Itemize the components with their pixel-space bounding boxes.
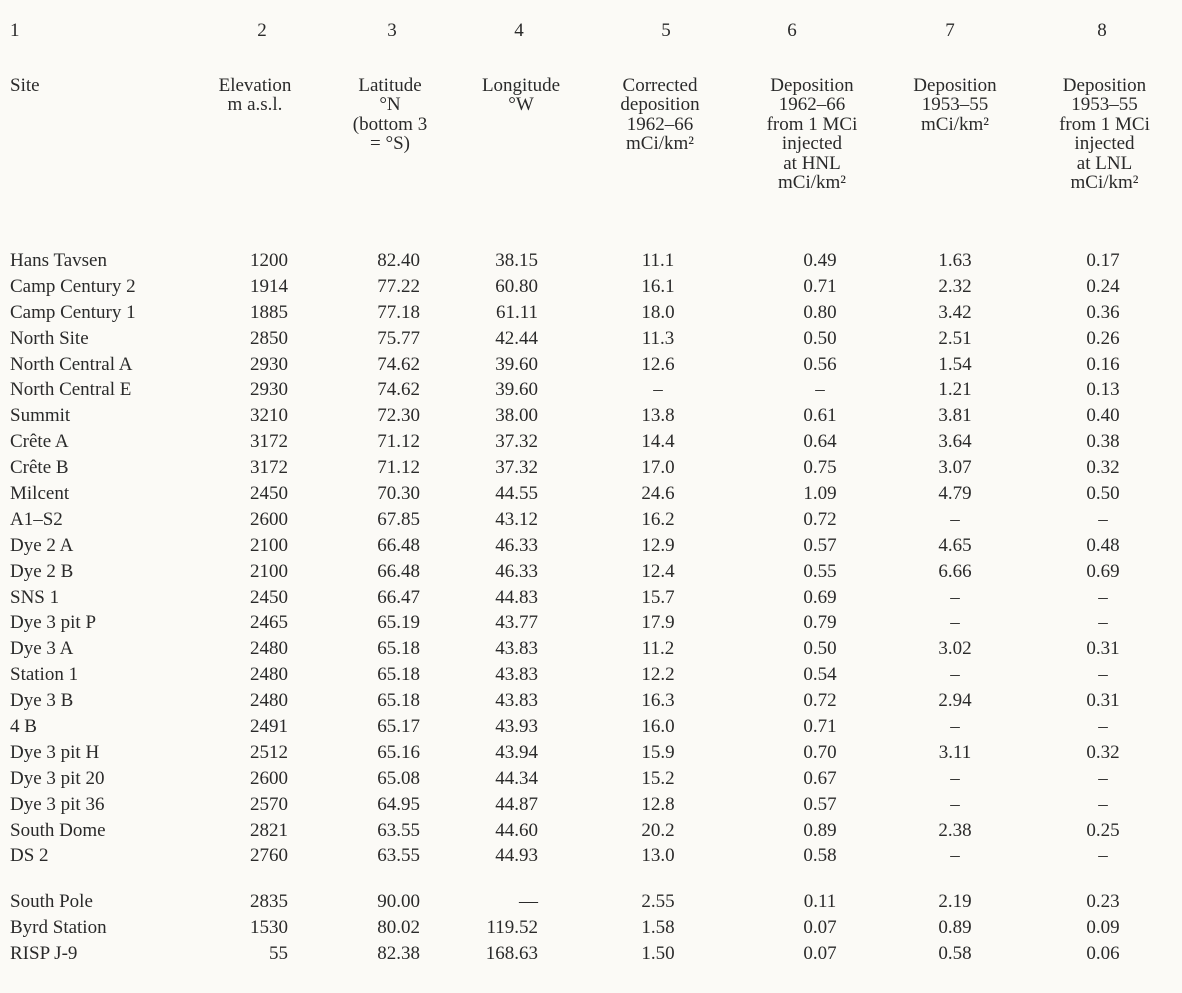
deposition-lnl-cell: – xyxy=(1098,845,1108,867)
longitude-cell: 37.32 xyxy=(495,431,538,453)
table-row xyxy=(0,274,1182,300)
longitude-cell: 43.77 xyxy=(495,612,538,634)
deposition-lnl-cell: 0.31 xyxy=(1086,690,1120,712)
site-cell: Dye 3 pit 36 xyxy=(10,793,105,815)
latitude-cell: 65.08 xyxy=(377,767,420,789)
deposition-1953-55-cell: 1.54 xyxy=(938,353,972,375)
deposition-1953-55-cell: – xyxy=(950,508,960,530)
corrected-deposition-cell: 13.0 xyxy=(641,845,675,867)
elevation-cell: 2100 xyxy=(250,560,288,582)
deposition-hnl-cell: 0.72 xyxy=(803,690,837,712)
deposition-1953-55-cell: 1.21 xyxy=(938,379,972,401)
header-line: at LNL xyxy=(1076,152,1133,174)
corrected-deposition-cell: 15.9 xyxy=(641,741,675,763)
table-row xyxy=(0,300,1182,326)
deposition-hnl-cell: 0.07 xyxy=(803,917,837,939)
latitude-cell: 65.18 xyxy=(377,638,420,660)
header-deposition-hnl xyxy=(742,76,882,192)
deposition-hnl-cell: 0.54 xyxy=(803,664,837,686)
deposition-hnl-cell: 0.64 xyxy=(803,431,837,453)
deposition-1953-55-cell: 3.81 xyxy=(938,405,972,427)
elevation-cell: 2570 xyxy=(250,793,288,815)
site-cell: DS 2 xyxy=(10,845,49,867)
elevation-cell: 2465 xyxy=(250,612,288,634)
deposition-1953-55-cell: 0.89 xyxy=(938,917,972,939)
latitude-cell: 75.77 xyxy=(377,327,420,349)
deposition-hnl-cell: 0.79 xyxy=(803,612,837,634)
site-cell: Dye 2 B xyxy=(10,560,74,582)
table-row xyxy=(0,352,1182,378)
deposition-hnl-cell: – xyxy=(815,379,825,401)
deposition-1953-55-cell: 4.79 xyxy=(938,483,972,505)
corrected-deposition-cell: 1.50 xyxy=(641,943,675,965)
table-row xyxy=(0,889,1182,915)
header-line: mCi/km² xyxy=(921,113,989,135)
elevation-cell: 55 xyxy=(269,943,288,965)
header-line: Longitude xyxy=(481,75,561,96)
deposition-lnl-cell: 0.48 xyxy=(1086,534,1120,556)
deposition-lnl-cell: 0.50 xyxy=(1086,483,1120,505)
deposition-lnl-cell: – xyxy=(1098,586,1108,608)
table-row xyxy=(0,326,1182,352)
table-row xyxy=(0,429,1182,455)
deposition-1953-55-cell: – xyxy=(950,793,960,815)
elevation-cell: 2835 xyxy=(250,891,288,913)
elevation-cell: 2930 xyxy=(250,379,288,401)
corrected-deposition-cell: 13.8 xyxy=(641,405,675,427)
corrected-deposition-cell: 11.1 xyxy=(641,250,675,271)
corrected-deposition-cell: 20.2 xyxy=(641,819,675,841)
table-row xyxy=(0,481,1182,507)
longitude-cell: 44.93 xyxy=(495,845,538,867)
deposition-lnl-cell: 0.09 xyxy=(1086,917,1120,939)
longitude-cell: 119.52 xyxy=(486,917,538,939)
header-line: °N xyxy=(379,94,401,116)
elevation-cell: 2480 xyxy=(250,664,288,686)
deposition-hnl-cell: 0.89 xyxy=(803,819,837,841)
table-row xyxy=(0,740,1182,766)
header-longitude xyxy=(462,76,580,115)
longitude-cell: 39.60 xyxy=(495,379,538,401)
deposition-1953-55-cell: – xyxy=(950,716,960,738)
column-number: 3 xyxy=(387,20,397,41)
column-number: 4 xyxy=(514,20,524,41)
table-row xyxy=(0,559,1182,585)
deposition-lnl-cell: 0.25 xyxy=(1086,819,1120,841)
header-line: Site xyxy=(10,75,40,96)
latitude-cell: 80.02 xyxy=(377,917,420,939)
latitude-cell: 72.30 xyxy=(377,405,420,427)
header-corrected-deposition xyxy=(600,76,720,154)
header-line: 1962–66 xyxy=(778,94,846,116)
deposition-1953-55-cell: 3.07 xyxy=(938,457,972,479)
latitude-cell: 67.85 xyxy=(377,508,420,530)
latitude-cell: 65.19 xyxy=(377,612,420,634)
deposition-lnl-cell: 0.32 xyxy=(1086,741,1120,763)
deposition-lnl-cell: – xyxy=(1098,508,1108,530)
latitude-cell: 63.55 xyxy=(377,845,420,867)
deposition-hnl-cell: 0.56 xyxy=(803,353,837,375)
deposition-1953-55-cell: 2.51 xyxy=(938,327,972,349)
longitude-cell: 43.12 xyxy=(495,508,538,530)
deposition-1953-55-cell: 3.11 xyxy=(938,741,972,763)
corrected-deposition-cell: 11.3 xyxy=(641,327,675,349)
corrected-deposition-cell: 16.1 xyxy=(641,275,675,297)
header-line: Deposition xyxy=(1062,75,1147,96)
table-row xyxy=(0,248,1182,274)
corrected-deposition-cell: 14.4 xyxy=(641,431,675,453)
column-number: 2 xyxy=(257,20,267,41)
deposition-hnl-cell: 0.57 xyxy=(803,793,837,815)
corrected-deposition-cell: 12.9 xyxy=(641,534,675,556)
site-cell: Dye 2 A xyxy=(10,534,74,556)
header-line: 1962–66 xyxy=(626,113,694,135)
column-number: 8 xyxy=(1097,20,1107,41)
deposition-lnl-cell: 0.06 xyxy=(1086,943,1120,965)
table-row xyxy=(0,915,1182,941)
elevation-cell: 2600 xyxy=(250,508,288,530)
corrected-deposition-cell: 17.0 xyxy=(641,457,675,479)
deposition-lnl-cell: 0.24 xyxy=(1086,275,1120,297)
header-deposition-1953-55 xyxy=(890,76,1020,134)
site-cell: Milcent xyxy=(10,483,70,505)
elevation-cell: 3172 xyxy=(250,457,288,479)
site-cell: Hans Tavsen xyxy=(10,250,107,271)
corrected-deposition-cell: 2.55 xyxy=(641,891,675,913)
latitude-cell: 63.55 xyxy=(377,819,420,841)
site-cell: A1–S2 xyxy=(10,508,63,530)
table-row xyxy=(0,507,1182,533)
elevation-cell: 2600 xyxy=(250,767,288,789)
elevation-cell: 2930 xyxy=(250,353,288,375)
corrected-deposition-cell: – xyxy=(653,379,663,401)
site-cell: RISP J-9 xyxy=(10,943,78,965)
longitude-cell: 43.93 xyxy=(495,716,538,738)
elevation-cell: 2480 xyxy=(250,638,288,660)
deposition-1953-55-cell: – xyxy=(950,845,960,867)
deposition-lnl-cell: 0.38 xyxy=(1086,431,1120,453)
latitude-cell: 65.16 xyxy=(377,741,420,763)
longitude-cell: 46.33 xyxy=(495,534,538,556)
elevation-cell: 2450 xyxy=(250,586,288,608)
longitude-cell: 44.34 xyxy=(495,767,538,789)
longitude-cell: 44.55 xyxy=(495,483,538,505)
header-line: at HNL xyxy=(783,152,841,174)
latitude-cell: 90.00 xyxy=(377,891,420,913)
deposition-1953-55-cell: 2.38 xyxy=(938,819,972,841)
site-cell: Dye 3 pit H xyxy=(10,741,100,763)
header-line: from 1 MCi xyxy=(766,113,858,135)
longitude-cell: 43.83 xyxy=(495,690,538,712)
deposition-lnl-cell: 0.32 xyxy=(1086,457,1120,479)
header-line: from 1 MCi xyxy=(1059,113,1150,135)
deposition-1953-55-cell: – xyxy=(950,612,960,634)
table-row xyxy=(0,533,1182,559)
table-row xyxy=(0,941,1182,967)
deposition-hnl-cell: 1.09 xyxy=(803,483,837,505)
deposition-hnl-cell: 0.72 xyxy=(803,508,837,530)
deposition-lnl-cell: – xyxy=(1098,793,1108,815)
latitude-cell: 65.18 xyxy=(377,664,420,686)
elevation-cell: 1530 xyxy=(250,917,288,939)
longitude-cell: 46.33 xyxy=(495,560,538,582)
elevation-cell: 2760 xyxy=(250,845,288,867)
longitude-cell: 37.32 xyxy=(495,457,538,479)
header-line: mCi/km² xyxy=(778,172,846,194)
deposition-lnl-cell: – xyxy=(1098,612,1108,634)
site-cell: South Pole xyxy=(10,891,93,913)
deposition-1953-55-cell: 3.02 xyxy=(938,638,972,660)
latitude-cell: 70.30 xyxy=(377,483,420,505)
table-row xyxy=(0,455,1182,481)
deposition-hnl-cell: 0.55 xyxy=(803,560,837,582)
elevation-cell: 1200 xyxy=(250,250,288,271)
header-line: (bottom 3 xyxy=(352,113,428,135)
elevation-cell: 2821 xyxy=(250,819,288,841)
site-cell: South Dome xyxy=(10,819,106,841)
deposition-1953-55-cell: 1.63 xyxy=(938,250,972,271)
corrected-deposition-cell: 16.3 xyxy=(641,690,675,712)
header-line: = °S) xyxy=(370,133,410,155)
site-cell: Station 1 xyxy=(10,664,79,686)
deposition-lnl-cell: – xyxy=(1098,767,1108,789)
latitude-cell: 64.95 xyxy=(377,793,420,815)
elevation-cell: 2850 xyxy=(250,327,288,349)
latitude-cell: 65.17 xyxy=(377,716,420,738)
header-line: m a.s.l. xyxy=(227,94,283,116)
deposition-1953-55-cell: 4.65 xyxy=(938,534,972,556)
latitude-cell: 66.47 xyxy=(377,586,420,608)
elevation-cell: 2491 xyxy=(250,716,288,738)
latitude-cell: 71.12 xyxy=(377,431,420,453)
longitude-cell: 60.80 xyxy=(495,275,538,297)
longitude-cell: — xyxy=(519,891,538,913)
deposition-1953-55-cell: 2.94 xyxy=(938,690,972,712)
table-row xyxy=(0,688,1182,714)
table-row xyxy=(0,377,1182,403)
deposition-hnl-cell: 0.75 xyxy=(803,457,837,479)
corrected-deposition-cell: 24.6 xyxy=(641,483,675,505)
longitude-cell: 43.94 xyxy=(495,741,538,763)
deposition-hnl-cell: 0.57 xyxy=(803,534,837,556)
elevation-cell: 1914 xyxy=(250,275,288,297)
corrected-deposition-cell: 12.6 xyxy=(641,353,675,375)
header-elevation xyxy=(200,76,310,115)
corrected-deposition-cell: 16.0 xyxy=(641,716,675,738)
deposition-hnl-cell: 0.61 xyxy=(803,405,837,427)
latitude-cell: 77.22 xyxy=(377,275,420,297)
header-latitude xyxy=(330,76,450,154)
site-cell: SNS 1 xyxy=(10,586,60,608)
column-number: 5 xyxy=(661,20,671,41)
corrected-deposition-cell: 12.4 xyxy=(641,560,675,582)
site-cell: 4 B xyxy=(10,716,37,738)
header-deposition-lnl xyxy=(1032,76,1177,192)
latitude-cell: 82.38 xyxy=(377,943,420,965)
header-line: °W xyxy=(508,94,534,116)
header-line: 1953–55 xyxy=(921,94,989,116)
deposition-1953-55-cell: 3.42 xyxy=(938,301,972,323)
column-number: 6 xyxy=(787,20,797,41)
header-line: Elevation xyxy=(218,75,292,96)
deposition-lnl-cell: 0.13 xyxy=(1086,379,1120,401)
deposition-hnl-cell: 0.69 xyxy=(803,586,837,608)
deposition-hnl-cell: 0.71 xyxy=(803,275,837,297)
header-line: Deposition xyxy=(913,75,997,96)
longitude-cell: 168.63 xyxy=(485,943,538,965)
deposition-lnl-cell: 0.16 xyxy=(1086,353,1120,375)
latitude-cell: 74.62 xyxy=(377,353,420,375)
deposition-hnl-cell: 0.70 xyxy=(803,741,837,763)
elevation-cell: 1885 xyxy=(250,301,288,323)
table-row xyxy=(0,585,1182,611)
header-line: mCi/km² xyxy=(626,133,694,155)
table-row xyxy=(0,636,1182,662)
table-row xyxy=(0,403,1182,429)
longitude-cell: 43.83 xyxy=(495,664,538,686)
deposition-lnl-cell: 0.26 xyxy=(1086,327,1120,349)
header-line: injected xyxy=(1074,133,1135,155)
elevation-cell: 3172 xyxy=(250,431,288,453)
corrected-deposition-cell: 16.2 xyxy=(641,508,675,530)
table-row xyxy=(0,818,1182,844)
latitude-cell: 74.62 xyxy=(377,379,420,401)
longitude-cell: 44.60 xyxy=(495,819,538,841)
table-body xyxy=(0,248,1182,967)
deposition-hnl-cell: 0.58 xyxy=(803,845,837,867)
latitude-cell: 71.12 xyxy=(377,457,420,479)
deposition-lnl-cell: 0.31 xyxy=(1086,638,1120,660)
header-line: 1953–55 xyxy=(1071,94,1138,116)
header-line: Corrected xyxy=(622,75,698,96)
corrected-deposition-cell: 1.58 xyxy=(641,917,675,939)
site-cell: Byrd Station xyxy=(10,917,107,939)
deposition-1953-55-cell: 0.58 xyxy=(938,943,972,965)
deposition-hnl-cell: 0.50 xyxy=(803,327,837,349)
latitude-cell: 66.48 xyxy=(377,560,420,582)
longitude-cell: 61.11 xyxy=(495,301,538,323)
elevation-cell: 3210 xyxy=(250,405,288,427)
site-cell: Dye 3 A xyxy=(10,638,74,660)
corrected-deposition-cell: 18.0 xyxy=(641,301,675,323)
deposition-lnl-cell: 0.17 xyxy=(1086,250,1120,271)
corrected-deposition-cell: 17.9 xyxy=(641,612,675,634)
elevation-cell: 2512 xyxy=(250,741,288,763)
deposition-lnl-cell: 0.36 xyxy=(1086,301,1120,323)
longitude-cell: 44.83 xyxy=(495,586,538,608)
longitude-cell: 42.44 xyxy=(495,327,538,349)
longitude-cell: 39.60 xyxy=(495,353,538,375)
corrected-deposition-cell: 12.2 xyxy=(641,664,675,686)
site-cell: North Central A xyxy=(10,353,133,375)
deposition-hnl-cell: 0.67 xyxy=(803,767,837,789)
deposition-hnl-cell: 0.11 xyxy=(803,891,837,913)
table-row xyxy=(0,714,1182,740)
column-number: 1 xyxy=(10,20,20,41)
table-row xyxy=(0,662,1182,688)
latitude-cell: 82.40 xyxy=(377,250,420,271)
elevation-cell: 2100 xyxy=(250,534,288,556)
corrected-deposition-cell: 15.2 xyxy=(641,767,675,789)
deposition-lnl-cell: – xyxy=(1098,664,1108,686)
deposition-1953-55-cell: – xyxy=(950,767,960,789)
table-row xyxy=(0,766,1182,792)
deposition-lnl-cell: 0.23 xyxy=(1086,891,1120,913)
deposition-lnl-cell: – xyxy=(1098,716,1108,738)
site-cell: Dye 3 pit 20 xyxy=(10,767,105,789)
header-site xyxy=(10,76,40,95)
header-line: deposition xyxy=(620,94,700,116)
corrected-deposition-cell: 11.2 xyxy=(641,638,675,660)
deposition-1953-55-cell: – xyxy=(950,586,960,608)
deposition-1953-55-cell: 2.19 xyxy=(938,891,972,913)
site-cell: Crête A xyxy=(10,431,69,453)
deposition-hnl-cell: 0.80 xyxy=(803,301,837,323)
header-line: injected xyxy=(781,133,843,155)
table-row xyxy=(0,843,1182,869)
elevation-cell: 2450 xyxy=(250,483,288,505)
site-cell: North Central E xyxy=(10,379,132,401)
latitude-cell: 77.18 xyxy=(377,301,420,323)
header-line: Deposition xyxy=(770,75,854,96)
corrected-deposition-cell: 12.8 xyxy=(641,793,675,815)
elevation-cell: 2480 xyxy=(250,690,288,712)
deposition-lnl-cell: 0.69 xyxy=(1086,560,1120,582)
header-line: Latitude xyxy=(358,75,422,96)
site-cell: Dye 3 B xyxy=(10,690,74,712)
longitude-cell: 38.00 xyxy=(495,405,538,427)
site-cell: North Site xyxy=(10,327,89,349)
corrected-deposition-cell: 15.7 xyxy=(641,586,675,608)
longitude-cell: 43.83 xyxy=(495,638,538,660)
site-cell: Dye 3 pit P xyxy=(10,612,97,634)
deposition-hnl-cell: 0.07 xyxy=(803,943,837,965)
site-cell: Camp Century 2 xyxy=(10,275,136,297)
table-row xyxy=(0,792,1182,818)
longitude-cell: 44.87 xyxy=(495,793,538,815)
header-line: mCi/km² xyxy=(1070,172,1139,194)
deposition-1953-55-cell: – xyxy=(950,664,960,686)
deposition-1953-55-cell: 6.66 xyxy=(938,560,972,582)
table-row xyxy=(0,610,1182,636)
column-number: 7 xyxy=(945,20,955,41)
deposition-lnl-cell: 0.40 xyxy=(1086,405,1120,427)
longitude-cell: 38.15 xyxy=(495,250,538,271)
site-cell: Summit xyxy=(10,405,71,427)
deposition-hnl-cell: 0.50 xyxy=(803,638,837,660)
deposition-hnl-cell: 0.49 xyxy=(803,250,837,271)
deposition-1953-55-cell: 2.32 xyxy=(938,275,972,297)
latitude-cell: 65.18 xyxy=(377,690,420,712)
site-cell: Crête B xyxy=(10,457,69,479)
deposition-1953-55-cell: 3.64 xyxy=(938,431,972,453)
site-cell: Camp Century 1 xyxy=(10,301,136,323)
latitude-cell: 66.48 xyxy=(377,534,420,556)
deposition-hnl-cell: 0.71 xyxy=(803,716,837,738)
